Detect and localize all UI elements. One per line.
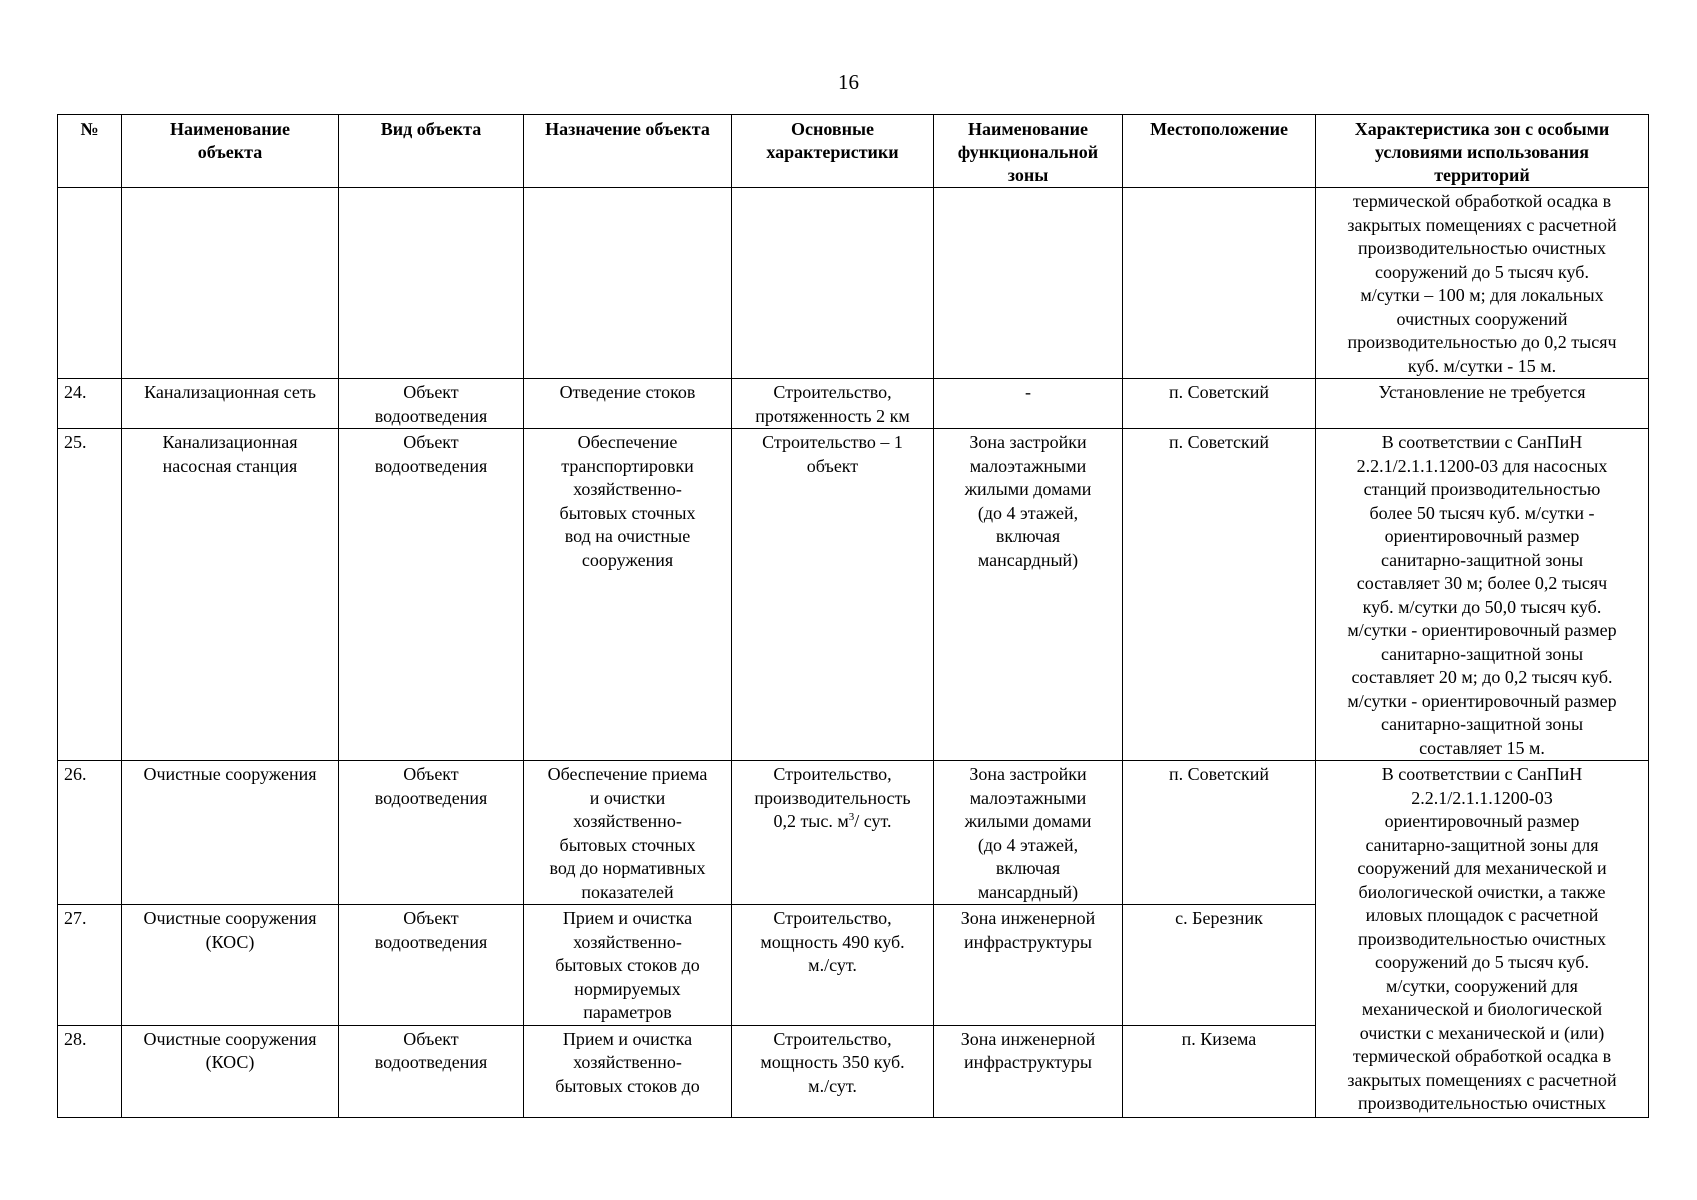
cell-name: Канализационная сеть xyxy=(122,379,339,429)
cell-purpose: Отведение стоков xyxy=(524,379,732,429)
table-row xyxy=(58,429,1649,761)
cell-number: 24. xyxy=(58,379,122,429)
cell-number xyxy=(58,188,122,379)
cell-zone-name: Зона застройки малоэтажными жилыми домами (до 4 этажей, включая мансардный) xyxy=(934,429,1123,761)
objects-table xyxy=(57,114,1649,1118)
header-object-purpose: Назначение объекта xyxy=(524,115,732,188)
cell-purpose: Обеспечение приема и очистки хозяйственно- бытовых сточных вод до нормативных показателей xyxy=(524,761,732,905)
cell-purpose xyxy=(524,188,732,379)
cell-name: Очистные сооружения (КОС) xyxy=(122,905,339,1026)
header-number: № xyxy=(58,115,122,188)
cell-number: 28. xyxy=(58,1025,122,1117)
cell-zone-characteristics: В соответствии с СанПиН 2.2.1/2.1.1.1200-03 для насосных станций производительностью более 50 тысяч куб. м/сутки - ориентировочный размер санитарно-защитной зоны составляет 30 м; более 0,2 тысяч куб. м/сутки до 50,0 тысяч куб. м/сутки - ориентировочный размер санитарно-защитной зоны составляет 20 м; до 0,2 тысяч куб. м/сутки - ориентировочный размер санитарно-защитной зоны составляет 15 м. xyxy=(1316,429,1649,761)
cell-type: Объект водоотведения xyxy=(339,761,524,905)
cell-name xyxy=(122,188,339,379)
cell-type: Объект водоотведения xyxy=(339,905,524,1026)
header-special-zones: Характеристика зон с особыми условиями использования территорий xyxy=(1316,115,1649,188)
cell-zone-name: Зона инженерной инфраструктуры xyxy=(934,1025,1123,1117)
header-functional-zone: Наименование функциональной зоны xyxy=(934,115,1123,188)
cell-type: Объект водоотведения xyxy=(339,1025,524,1117)
cell-type: Объект водоотведения xyxy=(339,379,524,429)
header-main-characteristics: Основные характеристики xyxy=(732,115,934,188)
cell-zone-name xyxy=(934,188,1123,379)
table-row xyxy=(58,761,1649,905)
header-object-type: Вид объекта xyxy=(339,115,524,188)
cell-purpose: Обеспечение транспортировки хозяйственно- бытовых сточных вод на очистные сооружения xyxy=(524,429,732,761)
specs-line: производительность xyxy=(754,787,911,808)
cell-location: п. Советский xyxy=(1123,379,1316,429)
cell-zone-characteristics: Установление не требуется xyxy=(1316,379,1649,429)
cell-specs: Строительство, мощность 350 куб. м./сут. xyxy=(732,1025,934,1117)
cell-purpose: Прием и очистка хозяйственно- бытовых стоков до xyxy=(524,1025,732,1117)
cell-location: п. Советский xyxy=(1123,429,1316,761)
cell-specs: Строительство, мощность 490 куб. м./сут. xyxy=(732,905,934,1026)
cell-zone-characteristics: термической обработкой осадка в закрытых помещениях с расчетной производительностью очистных сооружений до 5 тысяч куб. м/сутки – 100 м; для локальных очистных сооружений производительностью до 0,2 тысяч куб. м/сутки - 15 м. xyxy=(1316,188,1649,379)
cell-location xyxy=(1123,188,1316,379)
cell-number: 26. xyxy=(58,761,122,905)
table-row xyxy=(58,379,1649,429)
cell-specs xyxy=(732,188,934,379)
cell-name: Очистные сооружения (КОС) xyxy=(122,1025,339,1117)
table-row-continuation xyxy=(58,188,1649,379)
cell-number: 25. xyxy=(58,429,122,761)
page-number: 16 xyxy=(838,70,859,94)
cell-name: Канализационная насосная станция xyxy=(122,429,339,761)
header-location: Местоположение xyxy=(1123,115,1316,188)
cell-zone-name: Зона инженерной инфраструктуры xyxy=(934,905,1123,1026)
cell-zone-name: Зона застройки малоэтажными жилыми домами (до 4 этажей, включая мансардный) xyxy=(934,761,1123,905)
cell-zone-name: - xyxy=(934,379,1123,429)
cell-specs: Строительство, протяженность 2 км xyxy=(732,379,934,429)
cell-location: с. Березник xyxy=(1123,905,1316,1026)
cell-location: п. Советский xyxy=(1123,761,1316,905)
cell-name: Очистные сооружения xyxy=(122,761,339,905)
cubic-superscript: 3 xyxy=(848,811,855,823)
cell-number: 27. xyxy=(58,905,122,1026)
cell-type: Объект водоотведения xyxy=(339,429,524,761)
header-object-name: Наименование объекта xyxy=(122,115,339,188)
specs-line: 0,2 тыс. $м^3/$ сут. xyxy=(773,811,892,831)
cell-purpose: Прием и очистка хозяйственно- бытовых стоков до нормируемых параметров xyxy=(524,905,732,1026)
cell-specs: Строительство – 1 объект xyxy=(732,429,934,761)
cell-zone-characteristics: В соответствии с СанПиН 2.2.1/2.1.1.1200-03 ориентировочный размер санитарно-защитной зоны для сооружений для механической и биологической очистки, а также иловых площадок с расчетной производительностью очистных сооружений до 5 тысяч куб. м/сутки, сооружений для механической и биологической очистки с механической и (или) термической обработкой осадка в закрытых помещениях с расчетной производительностью очистных xyxy=(1316,761,1649,1118)
cell-location: п. Кизема xyxy=(1123,1025,1316,1117)
cell-type xyxy=(339,188,524,379)
cell-specs xyxy=(732,761,934,905)
table-header-row xyxy=(58,115,1649,188)
specs-line: Строительство, xyxy=(773,764,892,784)
